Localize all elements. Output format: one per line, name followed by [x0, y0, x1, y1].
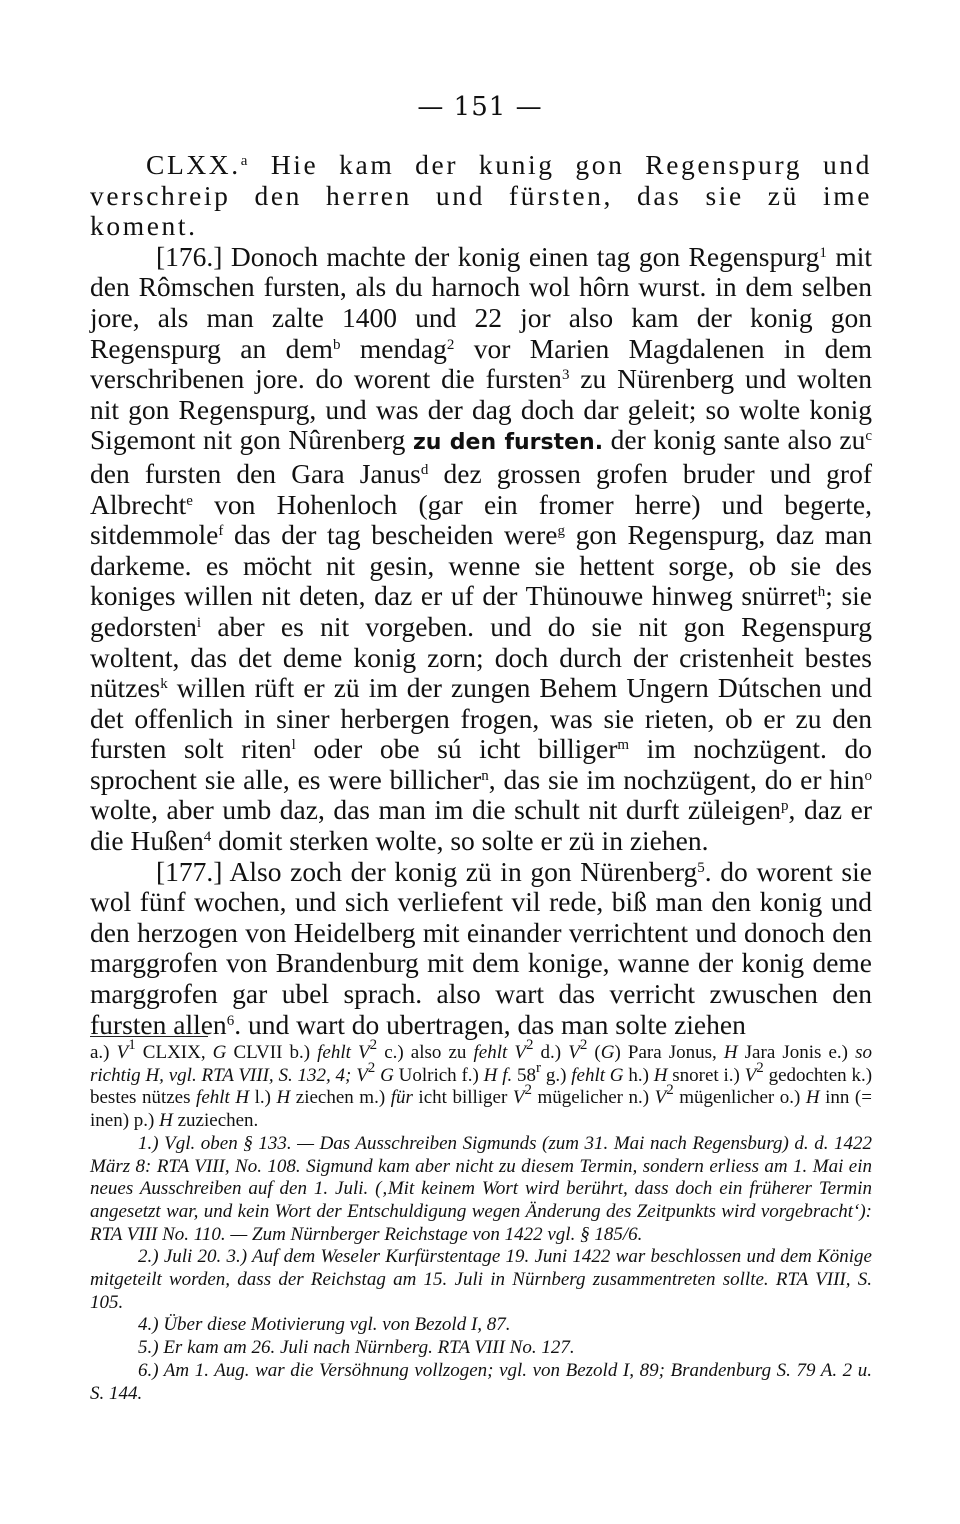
siglum: fehlt V — [317, 1042, 370, 1063]
text-run: vor Marien Magdalenen in dem verschribenen jore. do worent die fursten — [90, 332, 872, 395]
text-run: Uolrich f.) — [393, 1064, 484, 1086]
text-run: [177.] Also zoch der konig zü in gon Nürenberg — [156, 855, 698, 887]
variant-readings — [90, 1037, 873, 1133]
text-run: zu Nürenberg und wolten nit gon Regenspurg, und was der dag doch dar geleit; so wolte konig Sigemont nit gon Nûrenberg — [90, 363, 872, 456]
text-run: 58 — [512, 1064, 537, 1086]
footnote-divider — [90, 1036, 208, 1037]
siglum: H f. — [483, 1064, 513, 1086]
siglum: fehlt H — [196, 1087, 250, 1109]
note-mark: k — [160, 676, 168, 693]
text-run: h.) — [623, 1064, 654, 1086]
text-run: oder obe sú icht billiger — [295, 733, 618, 765]
siglum: V — [744, 1064, 757, 1086]
text-run: dez grossen grofen bruder und grof Albrecht — [90, 457, 872, 520]
sup-mark: 2 — [579, 1037, 588, 1053]
note-mark: 4 — [203, 829, 212, 846]
note-mark: 2 — [446, 336, 455, 353]
text-run: CLVII b.) — [226, 1042, 318, 1063]
note-mark: n — [481, 767, 489, 784]
apparatus — [90, 1037, 873, 1405]
text-run: [176.] Donoch machte der konig einen tag gon Regenspurg — [156, 240, 820, 272]
paragraph-177 — [90, 857, 872, 1041]
siglum: fehlt G — [571, 1064, 624, 1086]
text-run: willen rüft er zü im der zungen Behem Ungern Dútschen und det offenlich in siner herbergen frogen, was sie rieten, ob er zu den fursten solt riten — [90, 672, 872, 765]
note-mark: h — [817, 584, 826, 601]
text-run: im nochzügent. do sprochent sie alle, es were billicher — [90, 733, 872, 795]
chapter-heading — [90, 150, 872, 242]
text-run: der konig sante also zu — [603, 424, 866, 456]
sup-mark: 2 — [369, 1037, 378, 1053]
note-mark: 3 — [561, 367, 570, 384]
siglum: so richtig H, vgl. RTA VIII, S. 132, 4; V — [90, 1042, 872, 1086]
text-run: ziechen m.) — [290, 1087, 391, 1109]
note-mark: 5 — [697, 859, 705, 876]
text-run: den fursten den Gara Janus — [90, 457, 421, 489]
siglum: V — [568, 1042, 580, 1063]
footnote-6: 6.) Am 1. Aug. war die Versöhnung vollzogen; vgl. von Bezold I, 89; Brandenburg S. 79 A. 2 u. S. 144. — [90, 1359, 872, 1404]
text-run: g.) — [541, 1064, 572, 1086]
siglum: G — [375, 1064, 394, 1086]
text-run: gon Regenspurg, daz man darkeme. es möcht nit gesin, wenne sie hettent sorge, ob sie des koniges willen nit deten, daz er uf der Thünouwe hinweg snürret — [90, 519, 873, 612]
note-mark: a — [240, 153, 251, 169]
text-run: mügenlicher o.) — [673, 1087, 806, 1109]
note-mark: c — [865, 428, 872, 445]
text-run: domit sterken wolte, so solte er zü in ziehen. — [211, 825, 709, 857]
siglum: H — [723, 1042, 738, 1063]
text-run: gedochten k.) bestes nützes — [90, 1064, 873, 1109]
note-mark: d — [420, 461, 429, 478]
note-mark: b — [332, 336, 341, 353]
siglum: H — [276, 1087, 291, 1109]
text-run: ( — [587, 1042, 601, 1063]
text-run: c.) also zu — [377, 1042, 474, 1063]
text-run: aber es nit vorgeben. und do sie nit gon Regenspurg woltent, das det deme konig zorn; doch durch der cristenheit bestes nützes — [90, 610, 872, 704]
text-run: ) Para Jonus, — [614, 1042, 724, 1063]
sup-mark: 2 — [666, 1082, 674, 1099]
text-run: icht billiger — [412, 1087, 513, 1109]
footnote-5: 5.) Er kam am 26. Juli nach Nürnberg. RTA VIII No. 127. — [138, 1337, 575, 1359]
note-mark: 6 — [226, 1012, 235, 1029]
bold-phrase: zu den fursten. — [412, 430, 604, 456]
text-run: Jara Jonis e.) — [737, 1042, 856, 1063]
siglum: fehlt V — [473, 1042, 526, 1063]
page-number: — 151 — — [417, 92, 543, 122]
note-mark: f — [218, 523, 224, 540]
note-mark: p — [781, 798, 789, 815]
siglum: G — [212, 1042, 227, 1063]
siglum: für — [390, 1087, 413, 1109]
text-run: mendag — [340, 332, 447, 364]
chapter-number: CLXX. — [146, 149, 241, 180]
footnote-4: 4.) Über diese Motivierung vgl. von Bezold I, 87. — [138, 1314, 511, 1336]
footnote-2-3: 2.) Juli 20. 3.) Auf dem Weseler Kurfürstentage 19. Juni 1422 war beschlossen und dem Könige mitgeteilt worden, dass der Reichstag am 15. Juli in Nürnberg zusammentreten sollte. RTA VIII, S. 105. — [90, 1246, 872, 1313]
note-mark: g — [557, 523, 565, 540]
chapter-title: Hie kam der kunig gon Regenspurg und verschreip den herren und fürsten, das sie zü ime koment. — [90, 149, 872, 242]
text-run: mügelicher n.) — [531, 1087, 655, 1109]
siglum: H — [653, 1064, 668, 1086]
text-run: , das sie im nochzügent, do er hin — [488, 763, 865, 795]
note-mark: l — [291, 737, 296, 754]
siglum: G — [600, 1042, 615, 1063]
siglum: V — [116, 1042, 129, 1063]
text-run: d.) — [533, 1042, 569, 1063]
note-mark: e — [186, 492, 193, 509]
paragraph-176 — [90, 242, 872, 857]
text-run: das der tag bescheiden were — [223, 519, 558, 551]
siglum: H — [805, 1087, 820, 1109]
note-mark: i — [196, 614, 202, 631]
text-run: inn (= inen) p.) — [90, 1087, 872, 1132]
note-mark: m — [617, 737, 630, 754]
sup-mark: 2 — [524, 1082, 532, 1099]
note-mark: 1 — [819, 244, 827, 261]
text-run: , daz er die Hußen — [90, 794, 872, 857]
text-run: . und wart do ubertragen, das man solte ziehen — [234, 1008, 746, 1040]
footnote-1: 1.) Vgl. oben § 133. — Das Ausschreiben Sigmunds (zum 31. Mai nach Regensburg) d. d. 1422 März 8: RTA VIII, No. 108. Sigmund kam aber nicht zu diesem Termin, sondern erliess am 1. Mai ein neues Ausschreiben auf den 1. Juli. (‚Mit keinem Wort wird berührt, dass doch ein früherer Termin angesetzt war, und kein Wort der Entschuldigung wegen Änderung des Zeitpunkts wird vorgebracht‘): RTA VIII No. 110. — Zum Nürnberger Reichstage von 1422 vgl. § 185/6. — [90, 1132, 872, 1245]
text-run: von Hohenloch (gar ein fromer herre) und begerte, sitdemmole — [90, 488, 872, 551]
note-mark: o — [864, 767, 872, 784]
sup-mark: 2 — [525, 1037, 534, 1053]
text-run: zuziechen. — [172, 1110, 259, 1132]
text-run: wolte, aber umb daz, das man im die schult nit durft züleigen — [90, 794, 782, 826]
text-run: a.) — [90, 1042, 117, 1063]
sup-mark: 2 — [367, 1059, 376, 1076]
text-run: l.) — [249, 1087, 277, 1109]
text-run: snoret i.) — [667, 1064, 745, 1086]
siglum: V — [654, 1087, 667, 1109]
text-run: CLXIX, — [135, 1042, 213, 1063]
text-run: . do worent sie wol fünf wochen, und sich verliefent vil rede, biß man den konig und den herzogen von Heidelberg mit einander verrichtent und donoch den marggrofen von Brandenburg mit dem konige, wanne der konig deme marggrofen gar ubel sprach. also wart das verricht zwuschen den fursten allen — [90, 855, 872, 1040]
main-text — [90, 150, 872, 1040]
siglum: H — [159, 1110, 173, 1132]
text-run: ; sie gedorsten — [90, 580, 872, 642]
sup-mark: 1 — [128, 1037, 136, 1053]
text-run: mit den Rômschen fursten, als du harnoch wol hôrn wurst. in dem selben jore, als man zalte 1400 und 22 jor also kam der konig gon Regenspurg an dem — [90, 240, 872, 364]
siglum: V — [512, 1087, 525, 1109]
sup-mark: r — [536, 1059, 542, 1076]
sup-mark: 2 — [756, 1059, 764, 1076]
